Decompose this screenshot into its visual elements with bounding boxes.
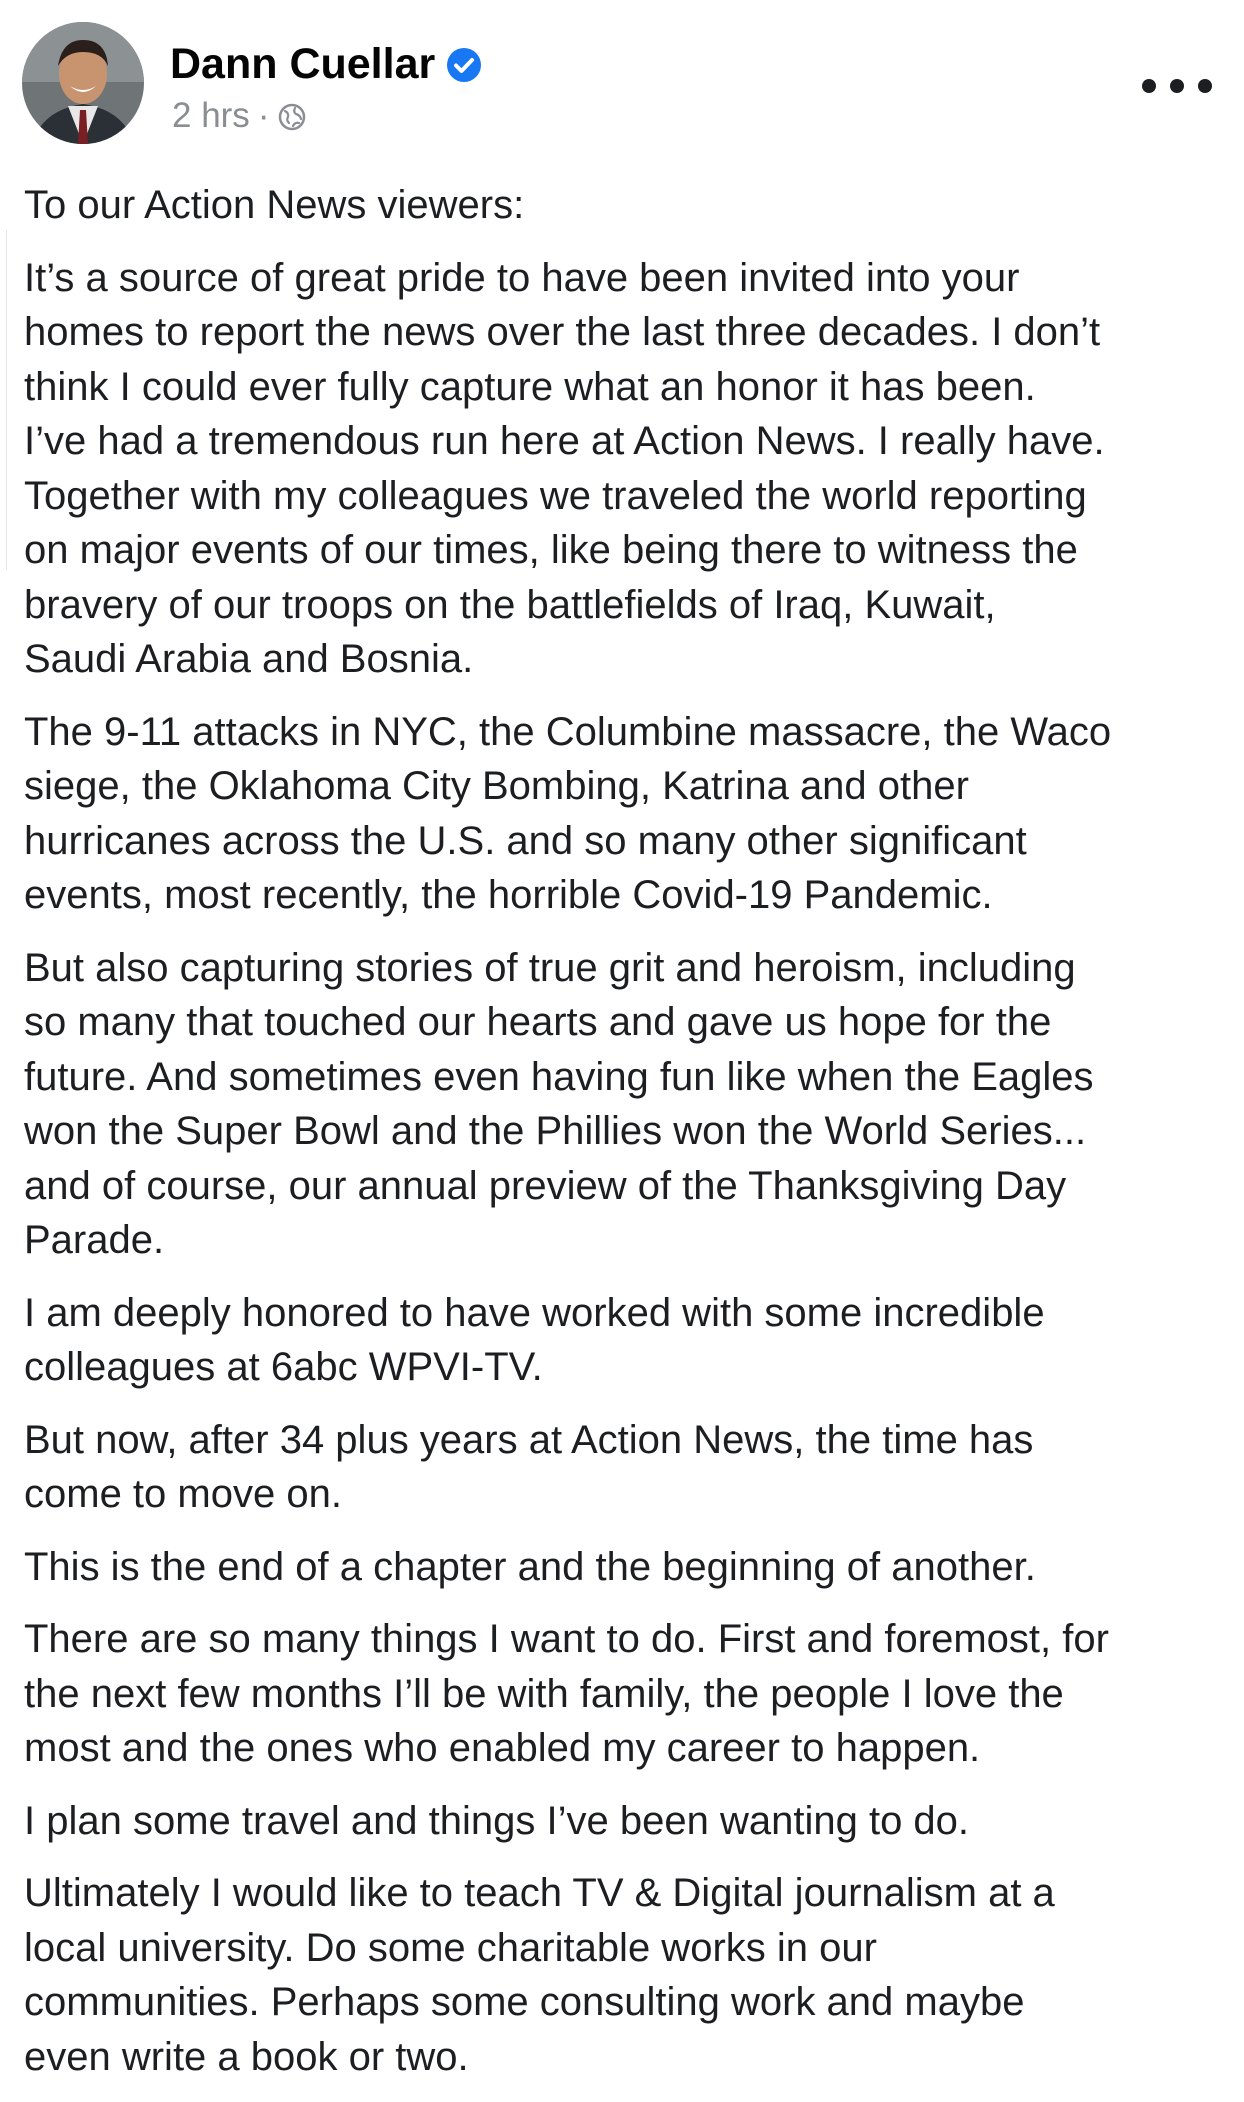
- post-paragraph: I plan some travel and things I’ve been wanting to do.: [24, 1798, 970, 1843]
- post-header: [22, 22, 1222, 152]
- post-paragraph: To our Action News viewers:: [24, 183, 525, 227]
- author-name-text: Dann Cuellar: [170, 40, 436, 88]
- author-name[interactable]: [170, 40, 483, 89]
- post-paragraph: Ultimately I would like to teach TV & Digital journalism at a local university. Do some charitable works in our communities. Perhaps some consulting work and maybe even write a book or two.: [24, 1871, 1055, 2079]
- post-body: [24, 178, 1224, 2102]
- more-dot: [1170, 79, 1184, 93]
- post-timestamp[interactable]: 2 hrs: [172, 96, 250, 135]
- meta-separator: ·: [257, 96, 270, 135]
- globe-icon[interactable]: [277, 101, 307, 131]
- post-paragraph: But now, after 34 plus years at Action News, the time has come to move on.: [24, 1417, 1034, 1516]
- post-paragraph: I am deeply honored to have worked with some incredible colleagues at 6abc WPVI-TV.: [24, 1290, 1045, 1389]
- more-options-icon[interactable]: [1142, 66, 1212, 106]
- post-paragraph: But also capturing stories of true grit and heroism, including so many that touched our hearts and gave us hope for the future. And sometimes even having fun like when the Eagles won the Super Bowl and the Phillies won the World Series... and of course, our annual preview of the Thanksgiving Day Parade.: [24, 945, 1094, 1262]
- more-dot: [1142, 79, 1156, 93]
- verified-badge-icon: [445, 46, 483, 84]
- post-meta: [172, 96, 307, 136]
- post-paragraph: There are so many things I want to do. First and foremost, for the next few months I’ll be with family, the people I love the most and the ones who enabled my career to happen.: [24, 1617, 1109, 1770]
- post-paragraph: This is the end of a chapter and the beginning of another.: [24, 1544, 1036, 1589]
- post-paragraph: It’s a source of great pride to have been invited into your homes to report the news over the last three decades. I don’t think I could ever fully capture what an honor it has been. I’ve had a tremendous run here at Action News. I really have. Together with my colleagues we traveled the world reporting on major events of our times, like being there to witness the bravery of our troops on the battlefields of Iraq, Kuwait, Saudi Arabia and Bosnia.: [24, 255, 1105, 681]
- more-dot: [1198, 79, 1212, 93]
- avatar[interactable]: [22, 22, 144, 144]
- scroll-edge: [0, 230, 7, 570]
- post-paragraph: The 9-11 attacks in NYC, the Columbine massacre, the Waco siege, the Oklahoma City Bombing, Katrina and other hurricanes across the U.S. and so many other significant events, most recently, the horrible Covid-19 Pandemic.: [24, 709, 1112, 917]
